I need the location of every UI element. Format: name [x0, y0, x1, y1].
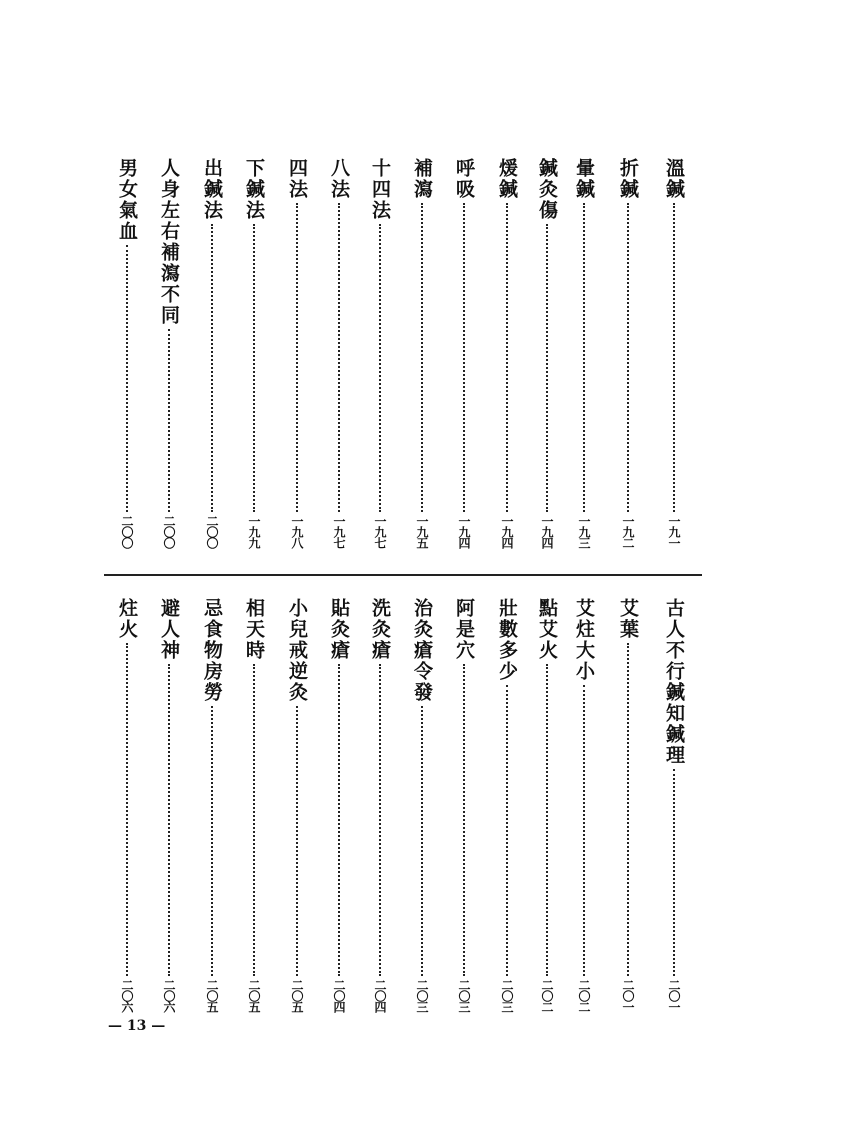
- dot-leader: [463, 203, 465, 512]
- entry-page: 二〇一: [667, 979, 681, 1012]
- dot-leader: [168, 664, 170, 976]
- toc-entry: [200, 598, 224, 1012]
- toc-entry: [662, 158, 686, 548]
- toc-entry: [242, 158, 266, 548]
- toc-entry: [495, 158, 519, 548]
- dot-leader: [506, 203, 508, 512]
- dot-leader: [379, 664, 381, 976]
- entry-title: 煖鍼: [496, 158, 518, 200]
- entry-title: 點艾火: [536, 598, 558, 661]
- toc-entry: [616, 598, 640, 1012]
- entry-page: 一九二: [621, 515, 635, 548]
- entry-title: 下鍼法: [243, 158, 265, 221]
- entry-title: 十四法: [369, 158, 391, 221]
- toc-entry: [410, 158, 434, 548]
- toc-entry: [285, 158, 309, 548]
- toc-entry: [368, 598, 392, 1012]
- entry-page: 二〇〇: [205, 515, 219, 548]
- entry-title: 貼灸瘡: [328, 598, 350, 661]
- entry-page: 一九四: [540, 515, 554, 548]
- entry-page: 二〇二: [577, 979, 591, 1012]
- dot-leader: [506, 685, 508, 976]
- page-number: — 13 —: [108, 1018, 166, 1034]
- entry-page: 一九四: [457, 515, 471, 548]
- dot-leader: [546, 224, 548, 512]
- toc-entry: [572, 158, 596, 548]
- toc-entry: [327, 598, 351, 1012]
- dot-leader: [338, 203, 340, 512]
- entry-title: 避人神: [158, 598, 180, 661]
- entry-page: 一九八: [290, 515, 304, 548]
- entry-page: 一九一: [667, 515, 681, 548]
- entry-title: 阿是穴: [453, 598, 475, 661]
- entry-title: 溫鍼: [663, 158, 685, 200]
- entry-title: 暈鍼: [573, 158, 595, 200]
- toc-entry: [572, 598, 596, 1012]
- toc-entry: [535, 158, 559, 548]
- dot-leader: [253, 664, 255, 976]
- entry-title: 補瀉: [411, 158, 433, 200]
- entry-page: 二〇一: [621, 979, 635, 1012]
- toc-entry: [285, 598, 309, 1012]
- dot-leader: [296, 203, 298, 512]
- dot-leader: [627, 643, 629, 976]
- toc-entry: [452, 598, 476, 1012]
- dot-leader: [627, 203, 629, 512]
- entry-title: 四法: [286, 158, 308, 200]
- entry-page: 一九七: [373, 515, 387, 548]
- dot-leader: [211, 224, 213, 512]
- dot-leader: [463, 664, 465, 976]
- entry-page: 二〇三: [500, 979, 514, 1012]
- toc-entry: [327, 158, 351, 548]
- dot-leader: [421, 706, 423, 976]
- entry-page: 一九三: [577, 515, 591, 548]
- toc-entry: [157, 598, 181, 1012]
- entry-title: 折鍼: [617, 158, 639, 200]
- toc-entry: [410, 598, 434, 1012]
- toc-entry: [662, 598, 686, 1012]
- entry-title: 男女氣血: [116, 158, 138, 242]
- dot-leader: [168, 329, 170, 512]
- dot-leader: [296, 706, 298, 976]
- entry-title: 八法: [328, 158, 350, 200]
- toc-entry: [200, 158, 224, 548]
- dot-leader: [126, 643, 128, 976]
- dot-leader: [673, 203, 675, 512]
- dot-leader: [379, 224, 381, 512]
- dot-leader: [546, 664, 548, 976]
- entry-title: 相天時: [243, 598, 265, 661]
- section-divider: [104, 574, 702, 576]
- dot-leader: [673, 769, 675, 976]
- toc-entry: [242, 598, 266, 1012]
- entry-page: 一九四: [500, 515, 514, 548]
- dot-leader: [126, 245, 128, 512]
- entry-page: 二〇二: [540, 979, 554, 1012]
- entry-title: 壯數多少: [496, 598, 518, 682]
- entry-title: 忌食物房勞: [201, 598, 223, 703]
- entry-page: 一九七: [332, 515, 346, 548]
- toc-entry: [157, 158, 181, 548]
- entry-page: 二〇三: [457, 979, 471, 1012]
- dot-leader: [583, 203, 585, 512]
- toc-entry: [535, 598, 559, 1012]
- entry-page: 二〇五: [205, 979, 219, 1012]
- entry-page: 二〇六: [162, 979, 176, 1012]
- entry-title: 鍼灸傷: [536, 158, 558, 221]
- entry-page: 二〇三: [415, 979, 429, 1012]
- dot-leader: [583, 685, 585, 976]
- entry-title: 炷火: [116, 598, 138, 640]
- entry-page: 二〇〇: [120, 515, 134, 548]
- entry-page: 一九九: [247, 515, 261, 548]
- toc-entry: [115, 158, 139, 548]
- entry-page: 二〇六: [120, 979, 134, 1012]
- entry-page: 二〇〇: [162, 515, 176, 548]
- entry-title: 洗灸瘡: [369, 598, 391, 661]
- entry-title: 艾葉: [617, 598, 639, 640]
- entry-title: 人身左右補瀉不同: [158, 158, 180, 326]
- toc-entry: [495, 598, 519, 1012]
- entry-title: 出鍼法: [201, 158, 223, 221]
- toc-entry: [368, 158, 392, 548]
- entry-title: 古人不行鍼知鍼理: [663, 598, 685, 766]
- entry-page: 二〇五: [290, 979, 304, 1012]
- dot-leader: [421, 203, 423, 512]
- entry-title: 小兒戒逆灸: [286, 598, 308, 703]
- toc-entry: [115, 598, 139, 1012]
- toc-entry: [616, 158, 640, 548]
- toc-entry: [452, 158, 476, 548]
- entry-title: 呼吸: [453, 158, 475, 200]
- entry-page: 二〇五: [247, 979, 261, 1012]
- entry-page: 二〇四: [373, 979, 387, 1012]
- entry-title: 治灸瘡令發: [411, 598, 433, 703]
- dot-leader: [338, 664, 340, 976]
- entry-page: 二〇四: [332, 979, 346, 1012]
- entry-page: 一九五: [415, 515, 429, 548]
- dot-leader: [211, 706, 213, 976]
- entry-title: 艾炷大小: [573, 598, 595, 682]
- dot-leader: [253, 224, 255, 512]
